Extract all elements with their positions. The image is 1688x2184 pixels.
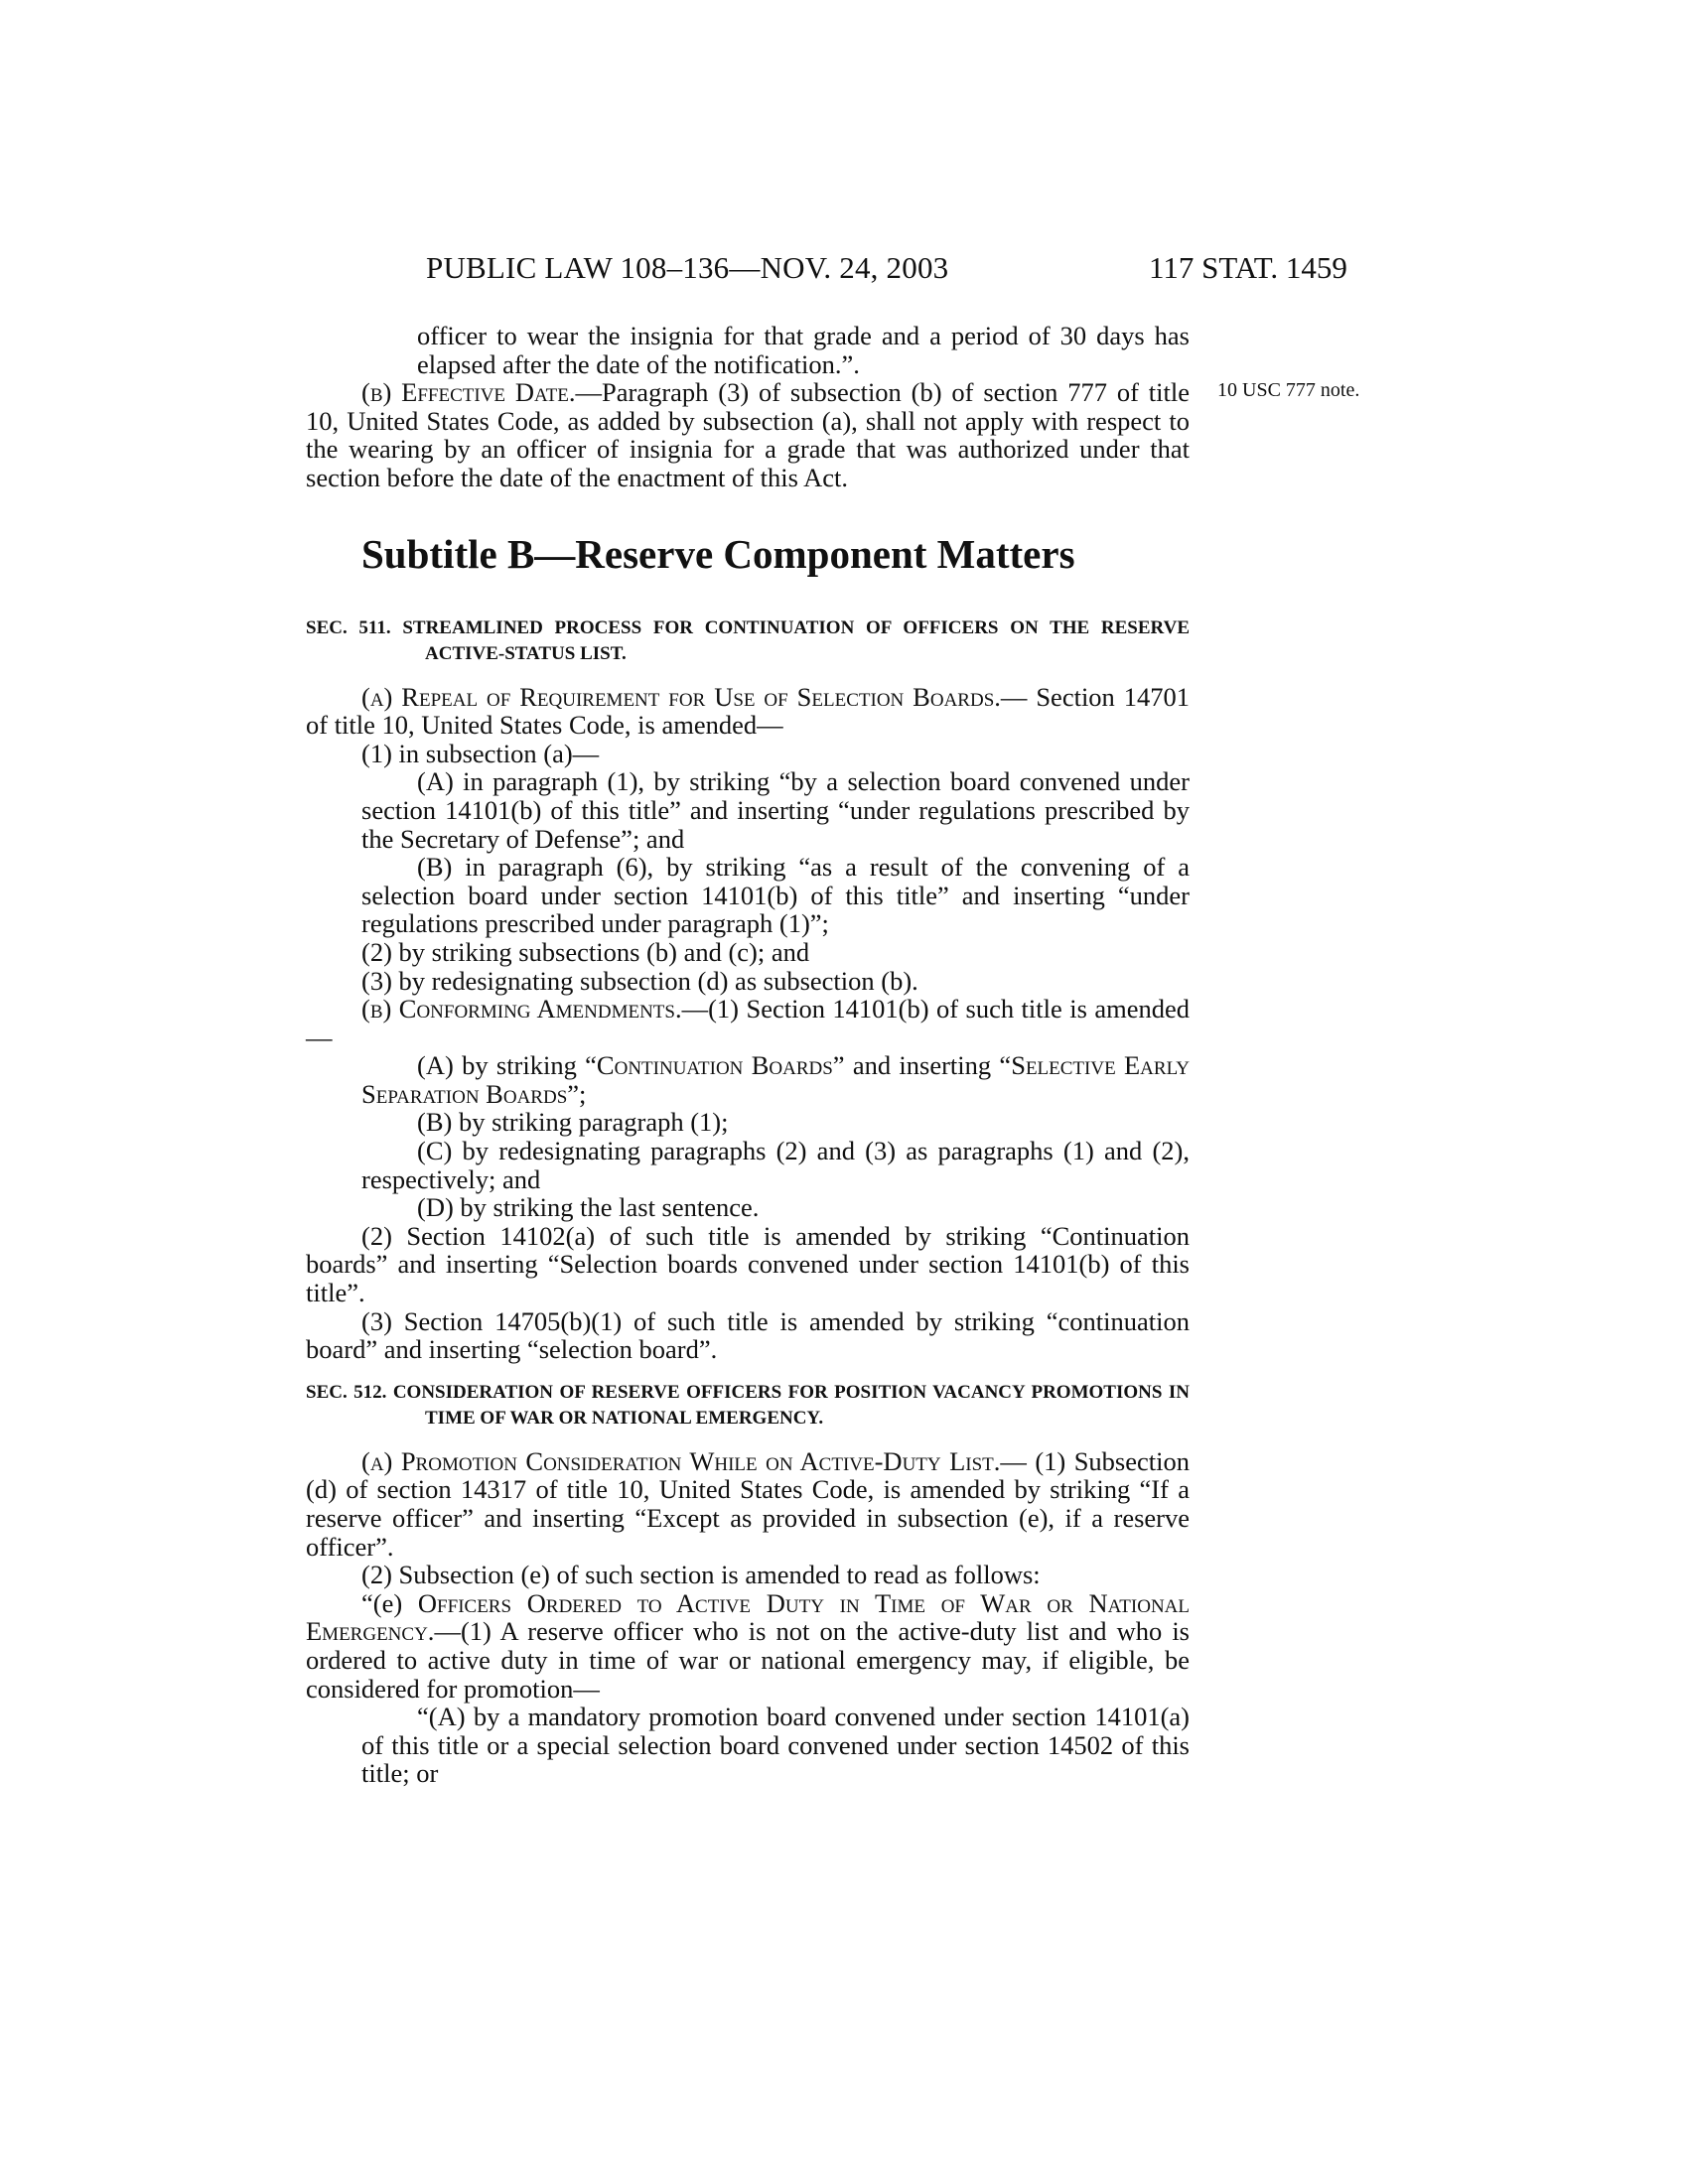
- paragraph-text: (3) by redesignating subsection (d) as subsection (b).: [361, 965, 918, 996]
- margin-note: 10 USC 777 note.: [1217, 379, 1360, 401]
- paragraph-text: —(1) A reserve officer who is not on the active-duty list and who is ordered to active duty in time of war or national emergency may, if eligible, be considered for promotion—: [306, 1616, 1190, 1704]
- paragraph: [306, 995, 1190, 1051]
- paragraph: [306, 740, 1190, 768]
- paragraph-text: — Section 14701 of title 10, United States Code, is amended—: [306, 681, 1190, 741]
- paragraph: [306, 1307, 1190, 1364]
- paragraph: [306, 853, 1190, 938]
- running-head: PUBLIC LAW 108–136—NOV. 24, 2003: [426, 250, 949, 285]
- paragraph-text: (D) by striking the last sentence.: [417, 1192, 760, 1223]
- paragraph-heading: Officers Ordered to Active Duty in Time of War or National Emergency.: [306, 1587, 1190, 1647]
- subtitle-heading: Subtitle B—Reserve Component Matters: [361, 530, 1075, 577]
- paragraph-text: “(A) by a mandatory promotion board convened under section 14101(a) of this title or a special selection board convened under section 14502 of this title; or: [361, 1702, 1190, 1789]
- paragraph: [306, 322, 1190, 378]
- paragraph: [306, 938, 1190, 967]
- paragraph: [306, 1222, 1190, 1307]
- paragraph: [306, 767, 1190, 853]
- paragraph-heading: (a) Repeal of Requirement for Use of Selection Boards.: [361, 681, 1001, 712]
- paragraph: [306, 1051, 1190, 1108]
- paragraph: [306, 1589, 1190, 1703]
- paragraph-text: (A) in paragraph (1), by striking “by a selection board convened under section 14101(b) of this title” and inserting “under regulations prescribed by the Secretary of Defense”; and: [361, 766, 1190, 854]
- paragraph-heading: (b) Conforming Amendments.: [361, 994, 682, 1024]
- paragraph-text: (2) Subsection (e) of such section is amended to read as follows:: [361, 1560, 1041, 1590]
- paragraph-text: (B) in paragraph (6), by striking “as a result of the convening of a selection board under section 14101(b) of this title” and inserting “under regulations prescribed under paragraph (1)”;: [361, 852, 1190, 939]
- paragraph-heading: (a) Promotion Consideration While on Active-Duty List.: [361, 1445, 1001, 1476]
- paragraph-text: (A) by striking “: [417, 1050, 597, 1081]
- paragraph-text: (1) in subsection (a)—: [361, 738, 600, 768]
- section-heading: SEC. 512. CONSIDERATION OF RESERVE OFFICERS FOR POSITION VACANCY PROMOTIONS IN TIME OF WAR OR NATIONAL EMERGENCY.: [306, 1381, 1190, 1429]
- paragraph-text: “(e): [361, 1587, 418, 1618]
- paragraph-text: ”;: [567, 1078, 587, 1109]
- paragraph: [306, 1137, 1190, 1193]
- paragraph-text: (2) Section 14102(a) of such title is amended by striking “Continuation boards” and inserting “Selection boards convened under section 14101(b) of this title”.: [306, 1220, 1190, 1308]
- paragraph: [306, 1561, 1190, 1589]
- paragraph-text: —(1) Section 14101(b) of such title is amended—: [306, 994, 1190, 1052]
- paragraph: [306, 1108, 1190, 1137]
- paragraph-text: Selective Early Separation Boards: [361, 1050, 1190, 1109]
- paragraph-text: — (1) Subsection (d) of section 14317 of title 10, United States Code, is amended by striking “If a reserve officer” and inserting “Except as provided in subsection (e), if a reserve officer”.: [306, 1445, 1190, 1562]
- paragraph: [306, 1703, 1190, 1788]
- paragraph: [306, 967, 1190, 996]
- paragraph: [306, 378, 1190, 491]
- paragraph-heading: (b) Effective Date.: [361, 377, 576, 408]
- paragraph-text: ” and inserting “: [832, 1050, 1012, 1081]
- document-body: [306, 322, 1190, 1788]
- section-heading: SEC. 511. STREAMLINED PROCESS FOR CONTINUATION OF OFFICERS ON THE RESERVE ACTIVE-STATUS LIST.: [306, 616, 1190, 664]
- page-number: 117 STAT. 1459: [1149, 250, 1347, 285]
- paragraph-text: (C) by redesignating paragraphs (2) and (3) as paragraphs (1) and (2), respectively; and: [361, 1136, 1190, 1194]
- paragraph: [306, 1193, 1190, 1222]
- paragraph-text: (B) by striking paragraph (1);: [417, 1107, 729, 1138]
- paragraph: [306, 683, 1190, 740]
- paragraph-text: (3) Section 14705(b)(1) of such title is amended by striking “continuation board” and inserting “selection board”.: [306, 1305, 1190, 1365]
- paragraph: [306, 1447, 1190, 1561]
- paragraph-text: Continuation Boards: [596, 1050, 833, 1081]
- paragraph-text: (2) by striking subsections (b) and (c); and: [361, 936, 810, 967]
- paragraph-text: officer to wear the insignia for that grade and a period of 30 days has elapsed after the date of the notification.”.: [417, 321, 1190, 379]
- paragraph-text: —Paragraph (3) of subsection (b) of section 777 of title 10, United States Code, as added by subsection (a), shall not apply with respect to the wearing by an officer of insignia for a grade that was authorized under that section before the date of the enactment of this Act.: [306, 377, 1190, 492]
